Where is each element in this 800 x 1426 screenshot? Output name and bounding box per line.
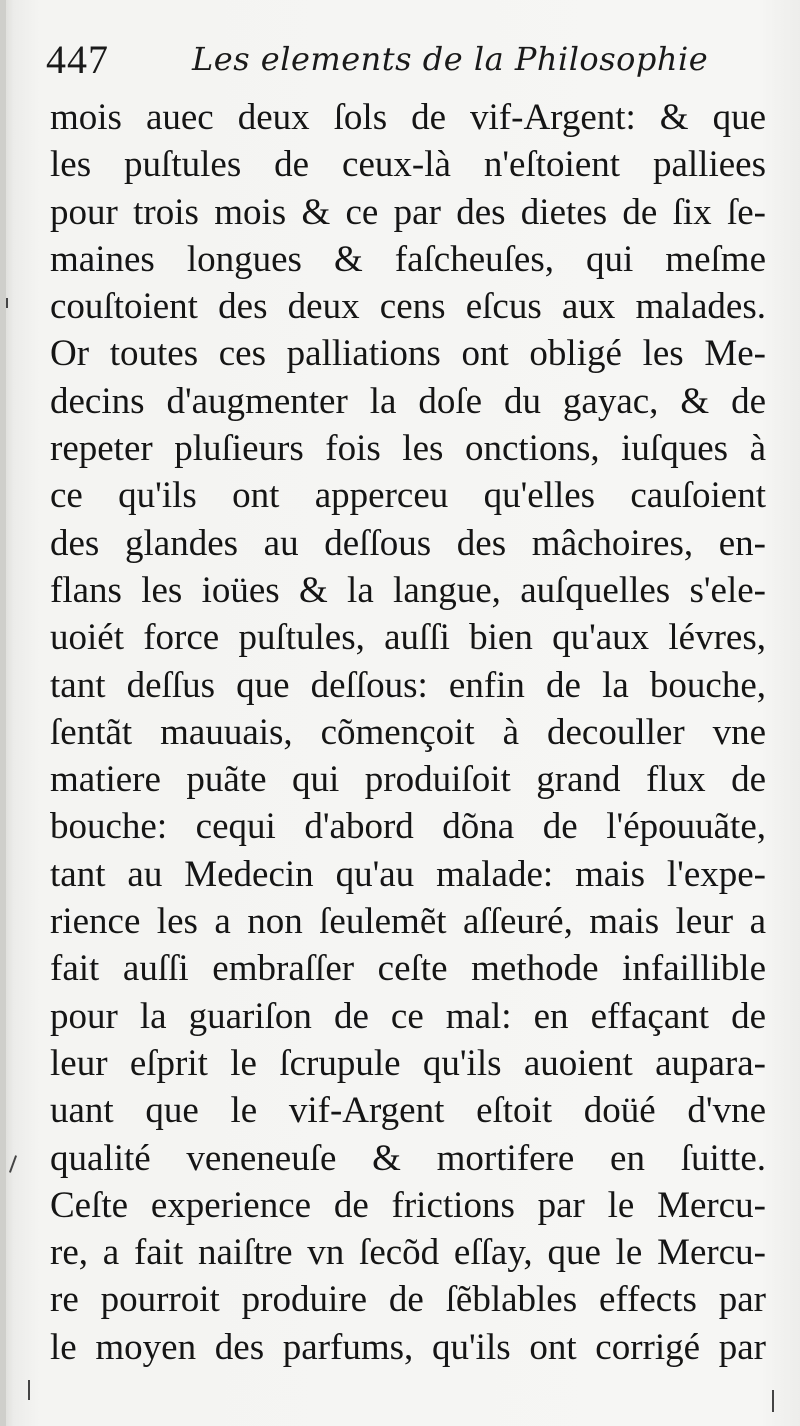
- text-line: couſtoient des deux cens eſcus aux malades.: [50, 286, 766, 328]
- margin-speck: [772, 1390, 774, 1412]
- text-line: ce qu'ils ont apperceu qu'elles cauſoient: [50, 475, 766, 517]
- text-line: rience les a non ſeulemẽt aſſeuré, mais leur a: [50, 901, 766, 943]
- text-line: re pourroit produire de ſẽblables effects par: [50, 1279, 766, 1321]
- text-line: bouche: cequi d'abord dõna de l'épouuãte,: [50, 806, 766, 848]
- text-line: qualité veneneuſe & mortifere en ſuitte.: [50, 1137, 766, 1179]
- text-line: tant au Medecin qu'au malade: mais l'expe-: [50, 853, 766, 895]
- text-line: flans les ioües & la langue, auſquelles s'ele-: [50, 569, 766, 611]
- text-line: matiere puãte qui produiſoit grand flux de: [50, 759, 766, 801]
- margin-speck: [9, 1155, 17, 1173]
- text-line: pour trois mois & ce par des dietes de ſix ſe-: [50, 191, 766, 233]
- page-gutter-shadow: [0, 0, 6, 1426]
- text-line: re, a fait naiſtre vn ſecõd eſſay, que le Mercu-: [50, 1232, 766, 1274]
- text-line: tant deſſus que deſſous: enfin de la bouche,: [50, 664, 766, 706]
- text-line: ſentãt mauuais, cõmençoit à decouller vne: [50, 711, 766, 753]
- text-line: maines longues & faſcheuſes, qui meſme: [50, 238, 766, 280]
- text-line: fait auſſi embraſſer ceſte methode infaillible: [50, 948, 766, 990]
- body-text: [50, 94, 766, 1371]
- text-line: les puſtules de ceux-là n'eſtoient palliees: [50, 144, 766, 186]
- text-line: uoiét force puſtules, auſſi bien qu'aux lévres,: [50, 617, 766, 659]
- margin-speck: [6, 298, 8, 308]
- text-line: Or toutes ces palliations ont obligé les Me-: [50, 333, 766, 375]
- text-line: uant que le vif-Argent eſtoit doüé d'vne: [50, 1090, 766, 1132]
- page-number: 447: [46, 37, 109, 82]
- text-line: leur eſprit le ſcrupule qu'ils auoient aupara-: [50, 1042, 766, 1084]
- text-line: repeter pluſieurs fois les onctions, iuſques à: [50, 428, 766, 470]
- text-line: pour la guariſon de ce mal: en effaçant de: [50, 995, 766, 1037]
- running-title: Les elements de la Philosophie: [192, 40, 709, 78]
- text-line: des glandes au deſſous des mâchoires, en-: [50, 522, 766, 564]
- text-line: Ceſte experience de frictions par le Mercu-: [50, 1184, 766, 1226]
- text-line: le moyen des parfums, qu'ils ont corrigé par: [50, 1326, 766, 1368]
- text-line: decins d'augmenter la doſe du gayac, & de: [50, 380, 766, 422]
- text-line: mois auec deux ſols de vif-Argent: & que: [50, 97, 766, 138]
- margin-speck: [28, 1380, 30, 1400]
- page-header: [46, 36, 766, 88]
